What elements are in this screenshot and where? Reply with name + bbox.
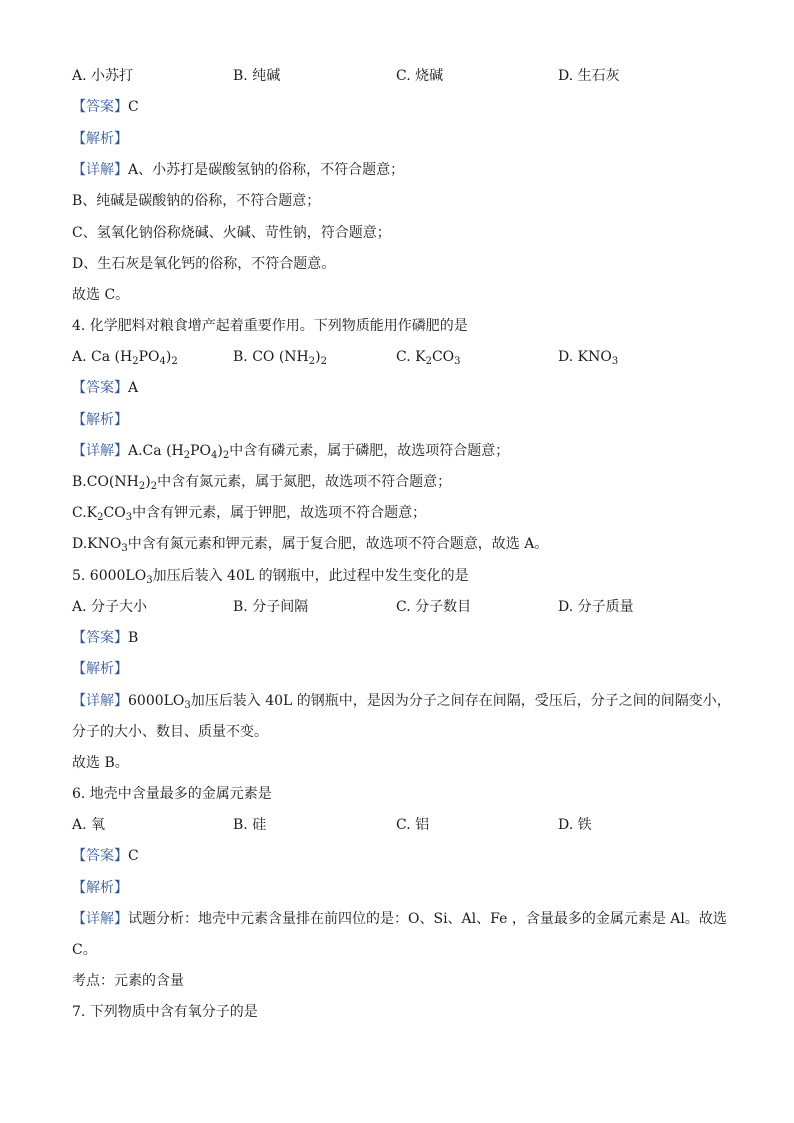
q3-answer xyxy=(72,97,734,117)
q3-analysis xyxy=(72,129,734,149)
q3-option-b: B. 纯碱 xyxy=(233,68,281,84)
q4-detail-2: $B.CO(NH_2)_2$中含有氮元素，属于氮肥，故选项不符合题意； xyxy=(72,474,452,492)
q4-detail-4: $D.KNO_3$中含有氮元素和钾元素，属于复合肥，故选项不符合题意，故选 A。 xyxy=(72,536,549,554)
q5-options xyxy=(72,597,734,617)
q3-option-a: A. 小苏打 xyxy=(72,68,134,84)
q6-option-d: D. 铁 xyxy=(558,817,592,833)
q5-option-c: C. 分子数目 xyxy=(396,599,472,615)
q6-analysis xyxy=(72,878,734,898)
detail-tag: 【详解】 xyxy=(72,162,128,178)
q4-option-a: A. Ca $(H_2PO_4)_2$ xyxy=(72,349,178,367)
q3-options xyxy=(72,66,734,86)
q3-detail-1 xyxy=(72,160,734,180)
q5-stem: 5. $6000LO_3$加压后装入 40L 的钢瓶中，此过程中发生变化的是 xyxy=(72,568,469,586)
q6-kaodian: 考点：元素的含量 xyxy=(72,973,184,989)
q6-options xyxy=(72,815,734,835)
q5-option-a: A. 分子大小 xyxy=(72,599,148,615)
q5-analysis xyxy=(72,659,734,679)
answer-value: C xyxy=(128,848,139,864)
answer-tag: 【答案】 xyxy=(72,99,128,115)
q3-detail-4: D、生石灰是氧化钙的俗称，不符合题意。 xyxy=(72,256,336,272)
analysis-tag: 【解析】 xyxy=(72,131,128,147)
q6-stem: 6. 地壳中含量最多的金属元素是 xyxy=(72,786,272,802)
analysis-tag: 【解析】 xyxy=(72,880,128,896)
answer-value: B xyxy=(128,630,139,646)
answer-tag: 【答案】 xyxy=(72,380,128,396)
q5-detail-1: 【详解】$6000LO_3$加压后装入 40L 的钢瓶中，是因为分子之间存在间隔，受压后，分子之间的间隔变小， xyxy=(72,693,731,711)
q4-options xyxy=(72,347,734,367)
q4-detail-1: 【详解】A.Ca $(H_2PO_4)_2$中含有磷元素，属于磷肥，故选项符合题意； xyxy=(72,443,510,461)
q4-option-d: D. $KNO_3$ xyxy=(558,349,619,367)
detail-tag: 【详解】 xyxy=(72,911,128,927)
answer-tag: 【答案】 xyxy=(72,848,128,864)
q4-detail-3: $C.K_2CO_3$中含有钾元素，属于钾肥，故选项不符合题意； xyxy=(72,505,427,523)
q6-option-a: A. 氧 xyxy=(72,817,106,833)
q6-detail-1: 【详解】试题分析：地壳中元素含量排在前四位的是：O、Si、Al、Fe ，含量最多的金属元素是 Al。故选 xyxy=(72,911,727,927)
q6-option-c: C. 铝 xyxy=(396,817,430,833)
answer-value: C xyxy=(128,99,139,115)
q6-answer xyxy=(72,846,734,866)
q3-detail-3: C、氢氧化钠俗称烧碱、火碱、苛性钠，符合题意； xyxy=(72,225,391,241)
q5-conclusion: 故选 B。 xyxy=(72,755,129,771)
detail-tag: 【详解】 xyxy=(72,693,128,709)
q6-detail-2: C。 xyxy=(72,942,97,958)
analysis-tag: 【解析】 xyxy=(72,412,128,428)
q3-conclusion: 故选 C。 xyxy=(72,287,130,303)
detail-text: A、小苏打是碳酸氢钠的俗称，不符合题意； xyxy=(128,162,405,178)
q6-option-b: B. 硅 xyxy=(233,817,267,833)
answer-value: A xyxy=(128,380,139,396)
answer-tag: 【答案】 xyxy=(72,630,128,646)
q3-detail-2: B、纯碱是碳酸钠的俗称，不符合题意； xyxy=(72,193,321,209)
q4-option-b: B. CO $(NH_2)_2$ xyxy=(233,349,327,367)
q5-option-d: D. 分子质量 xyxy=(558,599,634,615)
q3-option-c: C. 烧碱 xyxy=(396,68,444,84)
analysis-tag: 【解析】 xyxy=(72,661,128,677)
q3-option-d: D. 生石灰 xyxy=(558,68,620,84)
q7-stem: 7. 下列物质中含有氧分子的是 xyxy=(72,1004,258,1020)
q4-analysis xyxy=(72,410,734,430)
q4-stem: 4. 化学肥料对粮食增产起着重要作用。下列物质能用作磷肥的是 xyxy=(72,318,468,334)
q5-option-b: B. 分子间隔 xyxy=(233,599,309,615)
q4-answer xyxy=(72,378,734,398)
detail-tag: 【详解】 xyxy=(72,443,128,459)
q5-detail-2: 分子的大小、数目、质量不变。 xyxy=(72,724,268,740)
q5-answer xyxy=(72,628,734,648)
q4-option-c: C. $K_2CO_3$ xyxy=(396,349,461,367)
